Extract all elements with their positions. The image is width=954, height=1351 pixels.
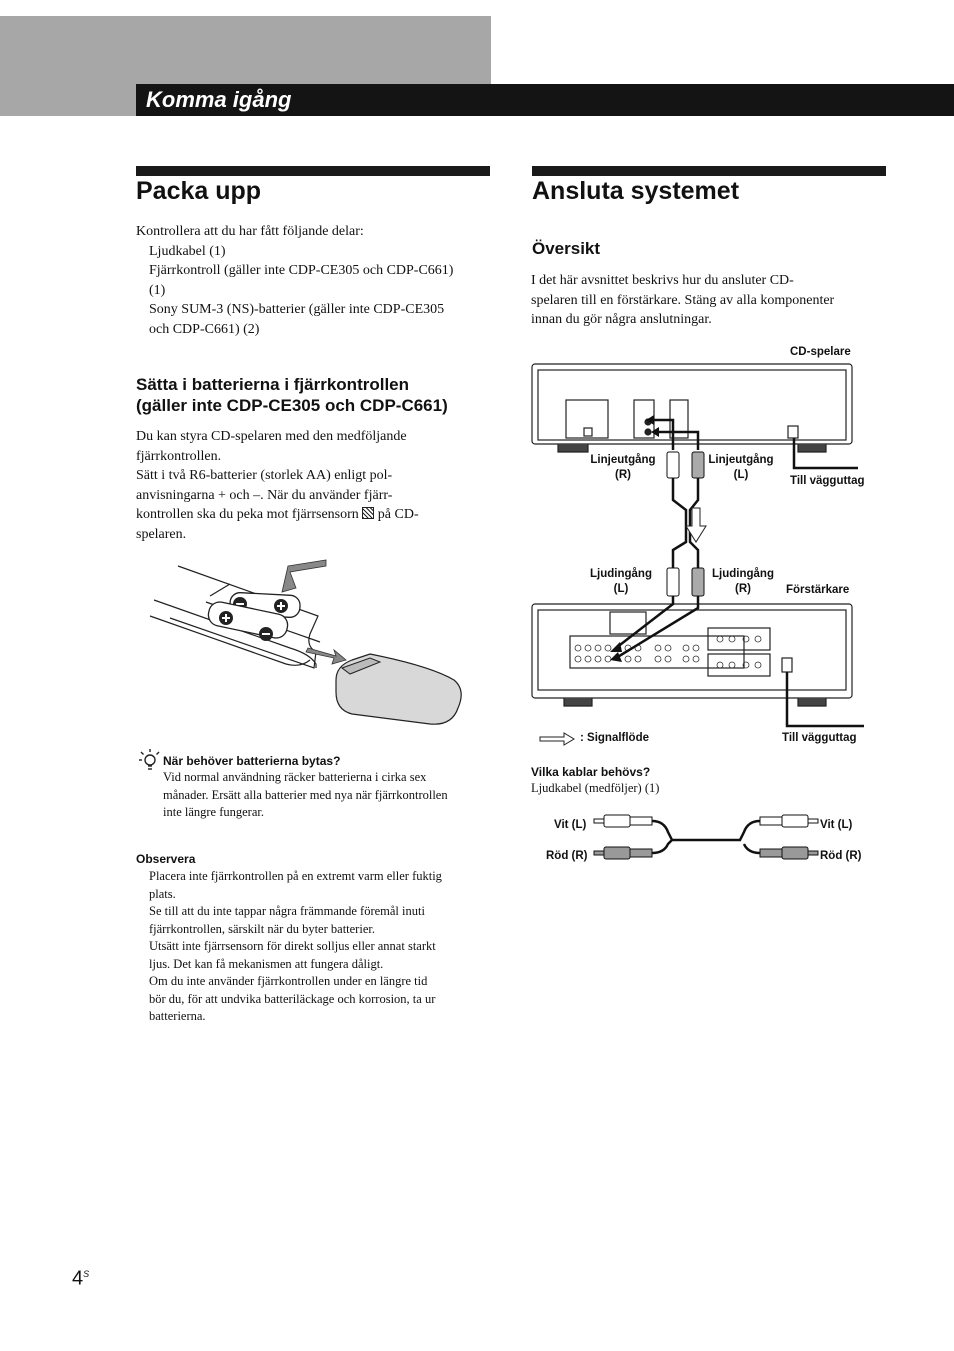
signal-flow-legend-icon [540, 733, 576, 745]
part-item: (1) [149, 282, 166, 298]
ansluta-title: Ansluta systemet [532, 177, 740, 205]
tip-title: När behöver batterierna bytas? [163, 754, 341, 768]
label-line: Ljudingång [712, 568, 774, 580]
intro-line: I det här avsnittet beskrivs hur du ansluter CD- [531, 273, 794, 288]
note-line: Utsätt inte fjärrsensorn för direkt solljus eller annat starkt [149, 939, 436, 953]
tip-line: Vid normal användning räcker batterierna i cirka sex [163, 770, 427, 784]
cables-title: Vilka kablar behövs? [531, 765, 651, 779]
line-in-l-label [580, 567, 662, 597]
note-line: batterierna. [149, 1009, 206, 1023]
white-l-left-label: Vit (L) [554, 819, 587, 831]
line-out-r-label [582, 453, 664, 483]
red-r-right-label: Röd (R) [820, 850, 862, 862]
note-line: bör du, för att undvika batteriläckage och korrosion, ta ur [149, 991, 436, 1006]
battery-text-line: Sätt i två R6-batterier (storlek AA) enligt pol- [136, 468, 393, 483]
cable-plugs-bottom [667, 568, 704, 596]
battery-cover [336, 654, 461, 724]
tip-line: inte längre fungerar. [163, 805, 264, 819]
remote-battery-illustration [140, 556, 470, 736]
insert-arrow-icon [282, 560, 326, 592]
note-line: ljus. Det kan få mekanismen att fungera dåligt. [149, 956, 384, 971]
cable-plug-right-white [760, 815, 818, 827]
red-r-left-label: Röd (R) [546, 850, 588, 862]
label-line: (L) [733, 469, 749, 481]
signal-flow-label: : Signalflöde [580, 732, 649, 744]
battery-heading-line: Sätta i batterierna i fjärrkontrollen [136, 375, 410, 394]
battery-text-part: på CD- [377, 507, 419, 522]
cd-player-label: CD-spelare [790, 346, 851, 358]
note-line: plats. [149, 886, 176, 901]
battery-text-part: kontrollen ska du peka mot fjärrsensorn [136, 507, 359, 522]
white-l-right-label: Vit (L) [820, 819, 853, 831]
page-number [72, 1262, 89, 1291]
battery-heading-line: (gäller inte CDP-CE305 och CDP-C661) [136, 396, 448, 415]
line-in-r-label [702, 567, 784, 597]
wall-outlet-label-1: Till vägguttag [790, 475, 865, 487]
label-line: Linjeutgång [590, 454, 656, 466]
line-out-l-label [700, 453, 782, 483]
battery-text-line: spelaren. [136, 526, 187, 542]
tip-bulb-icon [138, 748, 160, 772]
remote-sensor-icon [362, 507, 374, 519]
notes-title: Observera [136, 852, 196, 866]
note-line: Se till att du inte tappar några främmande föremål inuti [149, 904, 425, 918]
label-line: Linjeutgång [708, 454, 774, 466]
amplifier-drawing [532, 604, 852, 706]
battery-text-line: Du kan styra CD-spelaren med den medföljande [136, 429, 407, 444]
part-item: Fjärrkontroll (gäller inte CDP-CE305 och CDP-C661) [149, 263, 454, 278]
part-item: Ljudkabel (1) [149, 243, 226, 259]
cable-plug-right-red [760, 847, 818, 859]
part-item: och CDP-C661) (2) [149, 321, 260, 337]
packa-upp-title: Packa upp [136, 177, 262, 205]
connect-intro [531, 271, 891, 330]
label-line: (R) [615, 469, 631, 481]
label-line: Ljudingång [590, 568, 652, 580]
label-line: (L) [613, 583, 629, 595]
battery-text-line [136, 505, 496, 525]
battery-text-line: anvisningarna + och –. När du använder fjärr- [136, 487, 393, 503]
battery-text-line: fjärrkontrollen. [136, 448, 222, 464]
label-line: (R) [735, 583, 751, 595]
left-title-rule [136, 166, 490, 176]
battery-heading [136, 374, 496, 416]
parts-list [136, 222, 496, 339]
connection-diagram [528, 360, 868, 730]
cable-plug-left-red [594, 847, 652, 859]
battery-text [136, 427, 496, 544]
wall-outlet-label-2: Till vägguttag [782, 732, 857, 744]
cable-wire [652, 821, 760, 853]
section-title: Komma igång [146, 87, 292, 112]
cable-plug-left-white [594, 815, 652, 827]
cable-plugs-top [667, 452, 704, 478]
intro-line: spelaren till en förstärkare. Stäng av alla komponenter [531, 292, 835, 308]
intro-line: innan du gör några anslutningar. [531, 312, 712, 327]
tip-text [163, 769, 503, 822]
page-suffix: S [83, 1269, 90, 1279]
oversikt-subtitle: Översikt [532, 239, 601, 258]
right-title-rule [532, 166, 886, 176]
amplifier-label: Förstärkare [786, 584, 850, 596]
audio-cable-illustration [594, 812, 818, 868]
cd-player-drawing [532, 364, 852, 452]
note-line: Placera inte fjärrkontrollen på en extremt varm eller fuktig [149, 869, 442, 883]
page-number-digit: 4 [72, 1267, 84, 1290]
parts-intro: Kontrollera att du har fått följande delar: [136, 224, 364, 239]
cables-item: Ljudkabel (medföljer) (1) [531, 781, 660, 795]
note-line: fjärrkontrollen, särskilt när du byter batterier. [149, 921, 375, 936]
note-line: Om du inte använder fjärrkontrollen under en längre tid [149, 974, 428, 988]
tip-line: månader. Ersätt alla batterier med nya när fjärrkontrollen [163, 787, 448, 802]
slide-arrow-icon [306, 648, 346, 664]
notes-text [149, 868, 494, 1026]
part-item: Sony SUM-3 (NS)-batterier (gäller inte CDP-CE305 [149, 302, 445, 317]
